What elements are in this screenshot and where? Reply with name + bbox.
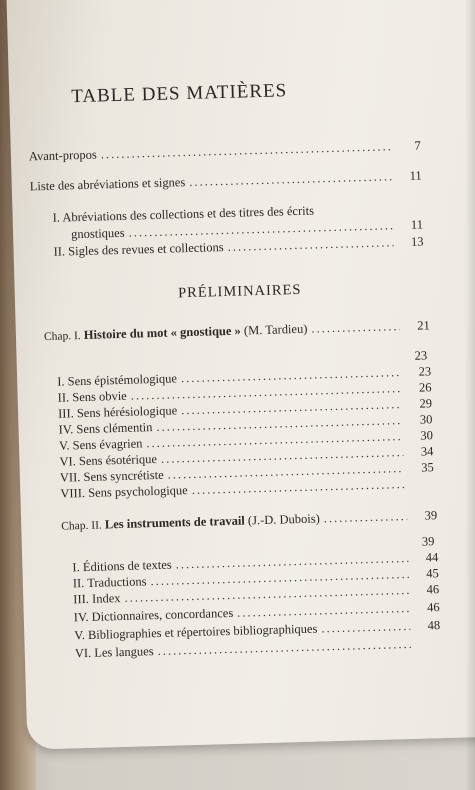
toc-entry-abreviations [30,168,422,194]
chapter-number: Chap. II. [61,519,102,533]
chapter-page: 21 [417,318,431,333]
dot-leader [101,139,391,162]
chapter-2-item: III. Index ..... 46 [73,582,439,607]
chapter-page: 39 [424,508,438,523]
chapter-title: Histoire du mot « gnostique » [83,323,242,342]
edge-shadow [465,0,475,790]
chapter-2-item: V. Bibliographies et répertoires bibliographiques ..... 48 [74,618,440,643]
entry-label: gnostiques [70,225,125,242]
dot-leader [324,509,408,526]
entry-page: 7 [414,138,421,153]
chapter-1-item: IV. Sens clémentin ..... 30 [58,412,432,437]
chapter-title: Les instruments de travail [104,513,246,532]
toc-entry-avant-propos [29,138,421,164]
entry-label: Liste des abréviations et signes [29,175,186,194]
chapter-1-item: II. Sens obvie ..... 26 [57,380,431,405]
chapter-number: Chap. I. [43,330,81,344]
chapter-2-item: II. Traductions ..... 45 [73,566,439,591]
chapter-2-heading [61,508,437,533]
chapter-1-item: VIII. Sens psychologique ..... [60,476,434,501]
entry-page: 11 [409,168,422,183]
chapter-2-intro-page: 39 [421,534,435,549]
dot-leader [311,319,400,336]
chapter-2-item: IV. Dictionnaires, concordances ..... 46 [74,600,440,625]
section-heading: PRÉLIMINAIRES [177,281,302,302]
page-title: TABLE DES MATIÈRES [70,80,288,108]
chapter-1-item: VII. Sens syncrétiste ..... 35 [60,460,434,485]
dot-leader [189,169,392,190]
chapter-2-item: I. Éditions de textes ..... 44 [72,550,438,575]
entry-label: Avant-propos [28,147,97,164]
entry-label: II. Sigles des revues et collections [53,240,224,259]
chapter-1-item: I. Sens épistémologique ..... 23 [57,364,431,389]
abbrev-item-1-line1: I. Abréviations des collections et des titres des écrits [52,203,315,225]
chapter-author: (J.-D. Dubois) [247,511,320,528]
chapter-1-intro-page: 23 [414,348,428,363]
chapter-1-item: VI. Sens ésotérique ..... 34 [59,444,433,469]
chapter-1-heading [44,318,430,344]
chapter-1-item: III. Sens hérésiologique ..... 29 [58,396,432,421]
chapter-author: (M. Tardieu) [243,321,308,338]
entry-page: 11 [410,217,424,232]
dot-leader [227,235,393,255]
book-page [6,0,475,750]
chapter-1-item: V. Sens évagrien ..... 30 [59,428,433,453]
entry-page: 13 [410,234,424,249]
chapter-2-item: VI. Les langues ..... [75,636,441,661]
